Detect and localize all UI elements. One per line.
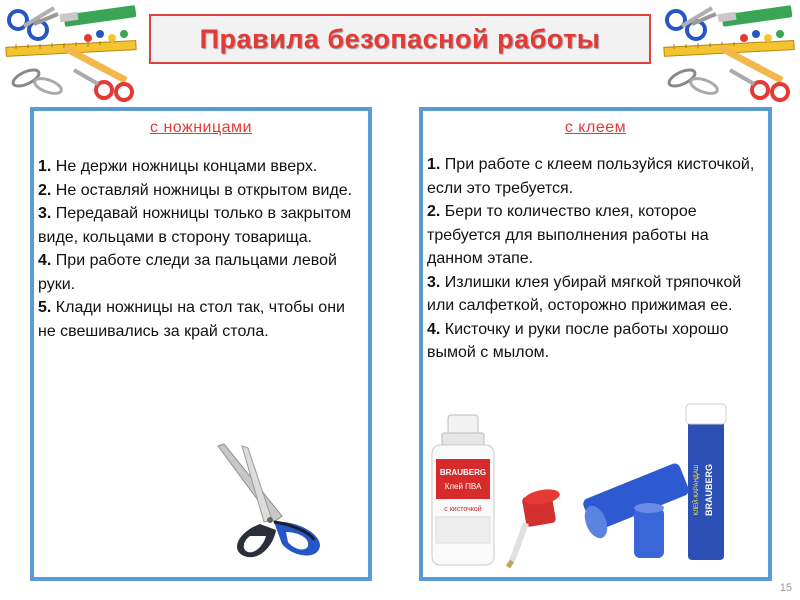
scissors-rules-list — [34, 155, 368, 343]
rule-text: Не оставляй ножницы в открытом виде. — [51, 181, 353, 199]
rule-number: 2. — [38, 181, 52, 199]
rule-text: Не держи ножницы концами вверх. — [51, 158, 318, 175]
rule-item — [427, 200, 764, 271]
rule-text: При работе следи за пальцами левой руки. — [38, 252, 337, 293]
rule-text: Бери то количество клея, которое требуется для выполнения работы на данном этапе. — [427, 203, 709, 267]
rule-item — [38, 155, 364, 179]
rule-number: 2. — [427, 203, 441, 220]
bottle-label: Клей ПВА — [444, 482, 482, 491]
page-title: Правила безопасной работы — [199, 23, 601, 54]
rule-item — [427, 271, 764, 318]
title-banner — [149, 14, 651, 64]
rule-text: Излишки клея убирай мягкой тряпочкой или салфеткой, осторожно прижимая ее. — [427, 273, 742, 314]
page-number: 15 — [779, 582, 792, 594]
rule-text: Клади ножницы на стол так, чтобы они не свешивались за край стола. — [38, 299, 345, 340]
glue-rules-heading: с клеем — [564, 119, 627, 136]
glue-rules-list — [423, 153, 768, 365]
rule-number: 1. — [38, 158, 52, 175]
bottle-brand: BRAUBERG — [439, 468, 487, 477]
stick-label: КЛЕЙ-КАРАНДАШ — [694, 464, 700, 516]
scissors-rules-heading: с ножницами — [150, 119, 252, 136]
rule-text: При работе с клеем пользуйся кисточкой, если это требуется. — [427, 156, 755, 197]
rule-text: Кисточку и руки после работы хорошо вымой с мылом. — [427, 320, 729, 361]
rule-item — [427, 318, 764, 365]
bottle-sublabel: с кисточкой — [444, 506, 482, 513]
rule-number: 4. — [38, 252, 52, 269]
rule-item — [427, 153, 764, 200]
rule-number: 5. — [38, 299, 52, 316]
school-supplies-clipart-left — [4, 4, 142, 104]
rule-item — [38, 249, 364, 296]
rule-item — [38, 202, 364, 249]
pva-glue-bottle-icon — [428, 405, 578, 570]
rule-number: 3. — [427, 273, 441, 291]
rule-number: 3. — [38, 205, 52, 222]
rule-number: 1. — [427, 156, 441, 173]
school-supplies-clipart-right — [658, 4, 796, 104]
rule-text: Передавай ножницы только в закрытом виде, кольцами в сторону товарища. — [38, 205, 352, 246]
glue-stick-icon — [578, 400, 768, 570]
stick-brand: BRAUBERG — [704, 463, 714, 517]
rule-number: 4. — [427, 320, 441, 338]
rule-item — [38, 179, 364, 203]
scissors-icon — [190, 440, 340, 565]
rule-item — [38, 296, 364, 343]
